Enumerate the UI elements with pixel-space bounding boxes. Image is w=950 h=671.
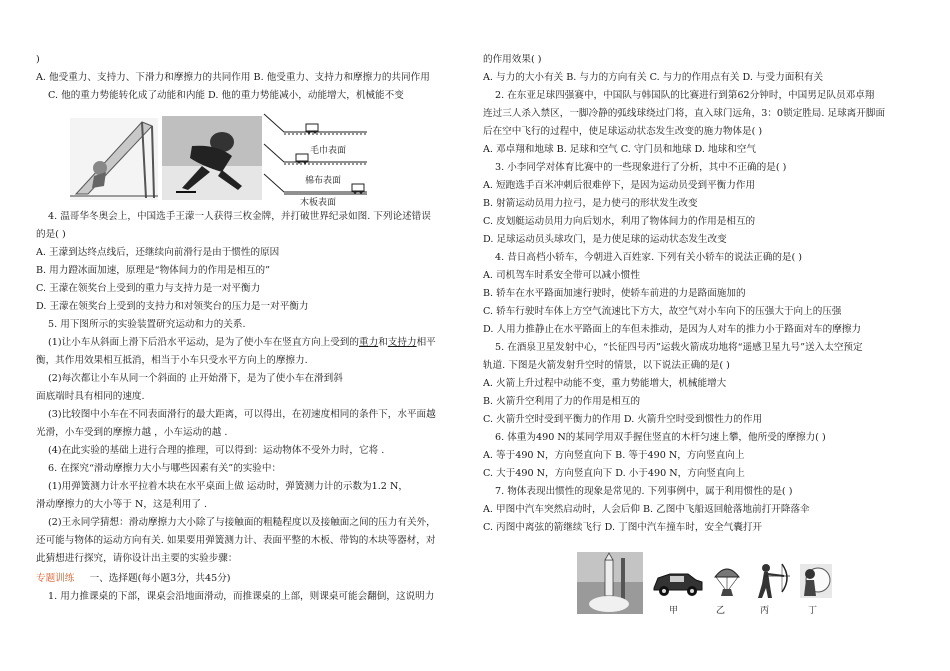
text-line: B. 用力蹬冰面加速，原理是“物体间力的作用是相互的”	[36, 265, 271, 276]
text-line: 5. 在酒泉卫星发射中心，“长征四号丙”运载火箭成功地将“遥感卫星九号”送入太空预定	[495, 342, 863, 353]
text-line: A. 与力的大小有关 B. 与力的方向有关 C. 与力的作用点有关 D. 与受力面积有关	[483, 72, 824, 83]
text-line: D. 王濛在领奖台上受到的支持力和对领奖台的压力是一对平衡力	[36, 301, 309, 312]
surface-label-wood: 木板表面	[300, 198, 337, 208]
text-line: 1. 用力推课桌的下部，课桌会沿地面滑动，而推课桌的上部，则课桌可能会翻倒，这说明力	[48, 591, 435, 602]
text-line: (2)王永同学猜想：滑动摩擦力大小除了与接触面的粗糙程度以及接触面之间的压力有关外，	[48, 517, 436, 528]
text-line: 轨道. 下图是火箭发射升空时的情景，以下说法正确的是( )	[483, 360, 730, 371]
text-line: A. 司机驾车时系安全带可以减小惯性	[483, 270, 640, 281]
figure-label-jia: 甲	[669, 606, 679, 616]
text-line: C. 皮划艇运动员用力向后划水，利用了物体间力的作用是相互的	[483, 216, 756, 227]
text-line: C. 丙图中离弦的箭继续飞行 D. 丁图中汽车撞车时，安全气囊打开	[483, 522, 763, 533]
text-line: B. 火箭升空利用了力的作用是相互的	[483, 396, 641, 407]
airbag-image	[800, 564, 832, 598]
text-line: B. 轿车在水平路面加速行驶时，使轿车前进的力是路面施加的	[483, 288, 746, 299]
text-line: 此猜想进行探究，请你设计出主要的实验步骤：	[36, 553, 238, 564]
text-line: 滑动摩擦力的大小等于 N，这是利用了 .	[36, 499, 208, 510]
rocket-launch-image	[577, 552, 643, 614]
surface-label-cotton: 棉布表面	[305, 176, 342, 186]
text-line: (3)比较图中小车在不同表面滑行的最大距离，可以得出，在初速度相同的条件下，水平面越	[48, 409, 436, 420]
figure-label-bing: 丙	[760, 606, 770, 616]
text-line: A. 火箭上升过程中动能不变，重力势能增大，机械能增大	[483, 378, 727, 389]
text-line: (1)让小车从斜面上滑下后沿水平运动，是为了使小车在竖直方向上受到的重力和支持力相平	[48, 337, 436, 348]
text-line: 衡，其作用效果相互抵消，相当于小车只受水平方向上的摩擦力.	[36, 355, 308, 366]
section-label: 专题训练	[36, 573, 75, 584]
text-line: D. 足球运动员头球攻门，是力使足球的运动状态发生改变	[483, 234, 727, 245]
text-line: A. 邓卓翔和地球 B. 足球和空气 C. 守门员和地球 D. 地球和空气	[483, 144, 756, 155]
text-line: 7. 物体表现出惯性的现象是常见的. 下列事例中，属于利用惯性的是( )	[495, 486, 793, 497]
figure-label-ding: 丁	[808, 606, 818, 616]
archer-image	[750, 562, 792, 600]
text-line: A. 他受重力、支持力、下滑力和摩擦力的共同作用 B. 他受重力、支持力和摩擦力的共同作用	[36, 72, 430, 83]
text-line: (4)在此实验的基础上进行合理的推理，可以得到：运动物体不受外力时，它将 .	[48, 445, 385, 456]
text-line: (1)用弹簧测力计水平拉着木块在水平桌面上做 运动时，弹簧测力计的示数为1.2 N，	[48, 481, 408, 492]
text-line: (2)每次都让小车从同一个斜面的 止开始滑下，是为了使小车在滑到斜	[48, 373, 343, 384]
text-line: D. 人用力推静止在水平路面上的车但未推动，是因为人对车的推力小于路面对车的摩擦力	[483, 324, 862, 335]
text-line: 还可能与物体的运动方向有关. 如果要用弹簧测力计、表面平整的木板、带钩的木块等器材，对	[36, 535, 436, 546]
text-line: 光滑，小车受到的摩擦力越 ，小车运动的越 .	[36, 427, 228, 438]
text-line: C. 王濛在领奖台上受到的重力与支持力是一对平衡力	[36, 283, 261, 294]
text-line: C. 大于490 N，方向竖直向下 D. 小于490 N，方向竖直向上	[483, 468, 745, 479]
text-line: C. 火箭升空时受到平衡力的作用 D. 火箭升空时受到惯性力的作用	[483, 414, 763, 425]
text-line: 6. 体重为490 N的某同学用双手握住竖直的木杆匀速上攀，他所受的摩擦力( )	[495, 432, 826, 443]
text-line: 4. 温哥华冬奥会上，中国选手王濛一人获得三枚金牌，并打破世界纪录如图. 下列论述错误	[48, 211, 431, 222]
text-line: 面底端时具有相同的速度.	[36, 391, 145, 402]
section-heading	[36, 573, 231, 585]
parachute-capsule-image	[712, 563, 742, 599]
car-start-image	[650, 566, 705, 598]
text-line: C. 他的重力势能转化成了动能和内能 D. 他的重力势能减小，动能增大，机械能不变	[48, 90, 404, 101]
figure-label-yi: 乙	[716, 606, 726, 616]
text-line: 的是( )	[36, 229, 66, 240]
text-line: 连过三人杀入禁区，一脚冷静的弧线球绕过门将，直入球门远角，3：0锁定胜局. 足球离开脚面	[483, 108, 886, 119]
text-line: A. 甲图中汽车突然启动时，人会后仰 B. 乙图中飞船返回舱落地前打开降落伞	[483, 504, 810, 515]
incline-experiment-diagram	[262, 110, 372, 202]
text-line: 4. 昔日高档小轿车，今朝进入百姓家. 下列有关小轿车的说法正确的是( )	[495, 252, 803, 263]
text-line: A. 王濛到达终点线后，还继续向前滑行是由于惯性的原因	[36, 247, 280, 258]
text-line: )	[36, 54, 40, 65]
text-line: B. 射箭运动员用力拉弓，是力使弓的形状发生改变	[483, 198, 698, 209]
text-line: 的作用效果( )	[483, 54, 542, 65]
text-line: 2. 在东亚足球四强赛中，中国队与韩国队的比赛进行到第62分钟时，中国男足队员邓卓翔	[495, 90, 875, 101]
text-line: A. 短跑选手百米冲刺后很难停下，是因为运动员受到平衡力作用	[483, 180, 756, 191]
slide-child-image	[70, 118, 158, 200]
text-line: C. 轿车行驶时车体上方空气流速比下方大，故空气对小车向下的压强大于向上的压强	[483, 306, 842, 317]
text-line: 5. 用下图所示的实验装置研究运动和力的关系.	[48, 319, 246, 330]
section-title: 一、选择题(每小题3分，共45分)	[89, 573, 231, 584]
skater-image	[162, 116, 262, 200]
text-line: A. 等于490 N，方向竖直向下 B. 等于490 N，方向竖直向上	[483, 450, 745, 461]
text-line: 6. 在探究“滑动摩擦力大小与哪些因素有关”的实验中：	[48, 463, 282, 474]
text-line: 3. 小李同学对体育比赛中的一些现象进行了分析，其中不正确的是( )	[495, 162, 787, 173]
text-line: 后在空中飞行的过程中，使足球运动状态发生改变的施力物体是( )	[483, 126, 763, 137]
surface-label-towel: 毛巾表面	[310, 146, 347, 156]
